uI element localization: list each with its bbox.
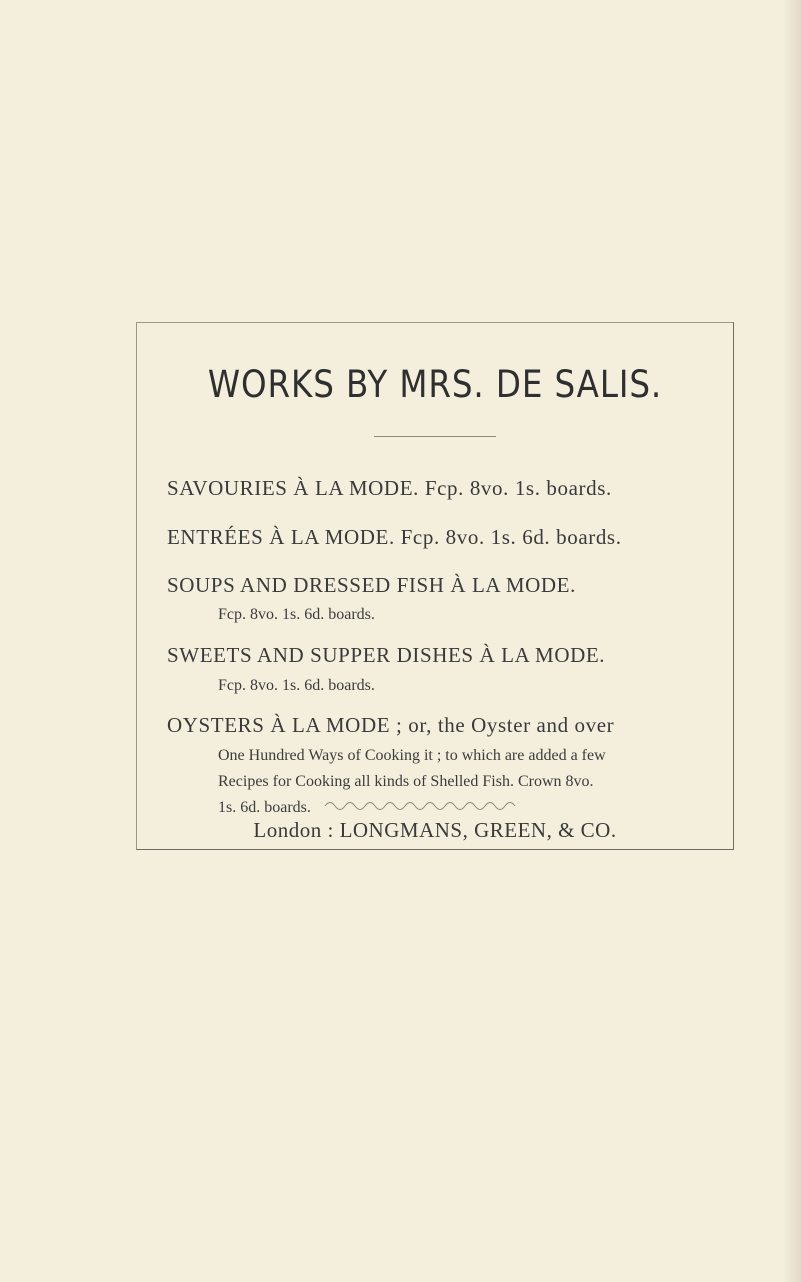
wavy-ornament-icon: [323, 798, 519, 810]
entry-entrees-title: ENTRÉES À LA MODE. Fcp. 8vo. 1s. 6d. boards.: [167, 525, 622, 549]
entry-savouries-title: SAVOURIES À LA MODE. Fcp. 8vo. 1s. boards.: [167, 476, 612, 500]
entry-sweets-detail: Fcp. 8vo. 1s. 6d. boards.: [218, 677, 375, 694]
page-title: WORKS BY MRS. DE SALIS.: [207, 363, 663, 406]
page-edge-shadow: [783, 0, 801, 1282]
entry-sweets-title: SWEETS AND SUPPER DISHES À LA MODE.: [167, 643, 606, 667]
entry-oysters-title: OYSTERS À LA MODE ; or, the Oyster and over: [167, 713, 615, 737]
title-divider: [374, 436, 496, 437]
entry-oysters-detail-3: 1s. 6d. boards.: [218, 799, 311, 816]
entry-oysters-detail-1: One Hundred Ways of Cooking it ; to which are added a few: [218, 747, 606, 764]
entry-soups-title: SOUPS AND DRESSED FISH À LA MODE.: [167, 573, 576, 597]
entry-oysters-detail-2: Recipes for Cooking all kinds of Shelled Fish. Crown 8vo.: [218, 773, 594, 790]
entry-soups-detail: Fcp. 8vo. 1s. 6d. boards.: [218, 606, 375, 623]
publisher-imprint: London : LONGMANS, GREEN, & CO.: [253, 818, 617, 842]
